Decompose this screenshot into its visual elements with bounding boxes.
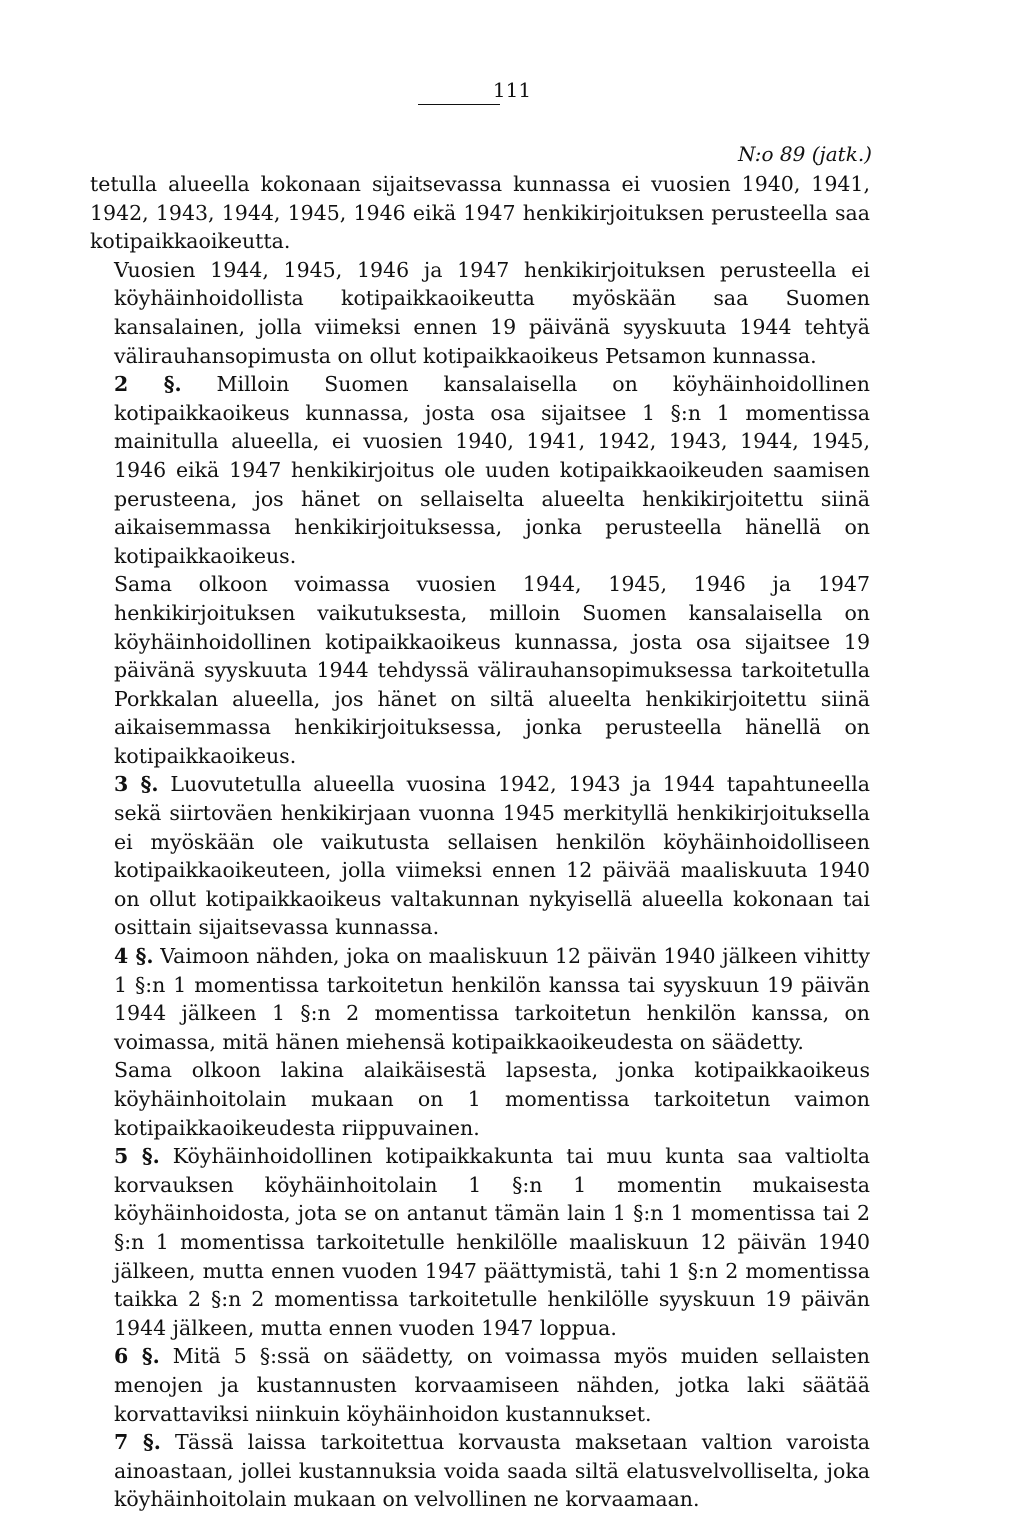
- paragraph-text: Vaimoon nähden, joka on maaliskuun 12 päivän 1940 jälkeen vihitty 1 §:n 1 momentissa tarkoitetun henkilön kanssa tai syyskuun 19 päivän 1944 jälkeen 1 §:n 2 momentissa tarkoitetun henkilön kanssa, on voimassa, mitä hänen miehensä kotipaikkaoikeudesta on säädetty.: [114, 944, 870, 1054]
- paragraph-text: Sama olkoon voimassa vuosien 1944, 1945, 1946 ja 1947 henkikirjoituksen vaikutuksesta, milloin Suomen kansalaisella on köyhäinhoidollinen kotipaikkaoikeus kunnassa, josta osa sijaitsee 19 päivänä syyskuuta 1944 tehdyssä välirauhansopimuksessa tarkoitetulla Porkkalan alueella, jos hänet on siltä alueelta henkikirjoitettu siinä aikaisemmassa henkikirjoituksessa, jonka perusteella hänellä on kotipaikkaoikeus.: [114, 572, 870, 768]
- section-number: 5 §.: [114, 1144, 160, 1169]
- page-number-rule: [418, 104, 500, 105]
- paragraph-text: Tässä laissa tarkoitettua korvausta maksetaan valtion varoista ainoastaan, jollei kustannuksia voida saada siltä elatusvelvolliselta, joka köyhäinhoitolain mukaan on velvollinen ne korvaamaan.: [114, 1430, 870, 1512]
- paragraph: [90, 256, 870, 370]
- paragraph-text: Köyhäinhoidollinen kotipaikkakunta tai muu kunta saa valtiolta korvauksen köyhäinhoitolain 1 §:n 1 momentin mukaisesta köyhäinhoidosta, jota se on antanut tämän lain 1 §:n 1 momentissa tai 2 §:n 1 momentissa tarkoitetulle henkilölle maaliskuun 12 päivän 1940 jälkeen, mutta ennen vuoden 1947 päättymistä, tahi 1 §:n 2 momentissa taikka 2 §:n 2 momentissa tarkoitetulle henkilölle syyskuun 19 päivän 1944 jälkeen, mutta ennen vuoden 1947 loppua.: [114, 1144, 870, 1340]
- paragraph: [90, 170, 870, 256]
- paragraph: [90, 1056, 870, 1142]
- paragraph-text: Sama olkoon lakina alaikäisestä lapsesta, jonka kotipaikkaoikeus köyhäinhoitolain mukaan on 1 momentissa tarkoitetun vaimon kotipaikkaoikeudesta riippuvainen.: [114, 1058, 870, 1140]
- paragraph: [90, 570, 870, 770]
- paragraph-text: tetulla alueella kokonaan sijaitsevassa kunnassa ei vuosien 1940, 1941, 1942, 1943, 1944, 1945, 1946 eikä 1947 henkikirjoituksen perusteella saa kotipaikkaoikeutta.: [90, 172, 870, 254]
- section-number: 2 §.: [114, 372, 182, 397]
- paragraph: [90, 1342, 870, 1428]
- page-number: 111: [492, 78, 532, 102]
- section-number: 6 §.: [114, 1344, 160, 1369]
- section-number: 4 §.: [114, 944, 154, 969]
- section-number: 7 §.: [114, 1430, 161, 1455]
- paragraph: [90, 1142, 870, 1342]
- section-number: 3 §.: [114, 772, 159, 797]
- paragraph-text: Mitä 5 §:ssä on säädetty, on voimassa myös muiden sellaisten menojen ja kustannusten korvaamiseen nähden, jotka laki säätää korvattaviksi niinkuin köyhäinhoidon kustannukset.: [114, 1344, 870, 1426]
- paragraph-text: Luovutetulla alueella vuosina 1942, 1943 ja 1944 tapahtuneella sekä siirtoväen henkikirjaan vuonna 1945 merkityllä henkikirjoituksella ei myöskään ole vaikutusta sellaisen henkilön köyhäinhoidolliseen kotipaikkaoikeuteen, jolla viimeksi ennen 12 päivää maaliskuuta 1940 on ollut kotipaikkaoikeus valtakunnan nykyisellä alueella kokonaan tai osittain sijaitsevassa kunnassa.: [114, 772, 870, 940]
- body-text: [90, 170, 870, 1514]
- paragraph: [90, 370, 870, 570]
- paragraph: [90, 942, 870, 1056]
- running-head: N:o 89 (jatk.): [738, 142, 872, 166]
- paragraph: [90, 770, 870, 942]
- paragraph-text: Vuosien 1944, 1945, 1946 ja 1947 henkikirjoituksen perusteella ei köyhäinhoidollista kotipaikkaoikeutta myöskään saa Suomen kansalainen, jolla viimeksi ennen 19 päivänä syyskuuta 1944 tehtyä välirauhansopimusta on ollut kotipaikkaoikeus Petsamon kunnassa.: [114, 257, 870, 368]
- paragraph-text: Milloin Suomen kansalaisella on köyhäinhoidollinen kotipaikkaoikeus kunnassa, josta osa sijaitsee 1 §:n 1 momentissa mainitulla alueella, ei vuosien 1940, 1941, 1942, 1943, 1944, 1945, 1946 eikä 1947 henkikirjoitus ole uuden kotipaikkaoikeuden saamisen perusteena, jos hänet on sellaiselta alueelta henkikirjoitettu siinä aikaisemmassa henkikirjoituksessa, jonka perusteella hänellä on kotipaikkaoikeus.: [114, 372, 870, 568]
- paragraph: [90, 1428, 870, 1514]
